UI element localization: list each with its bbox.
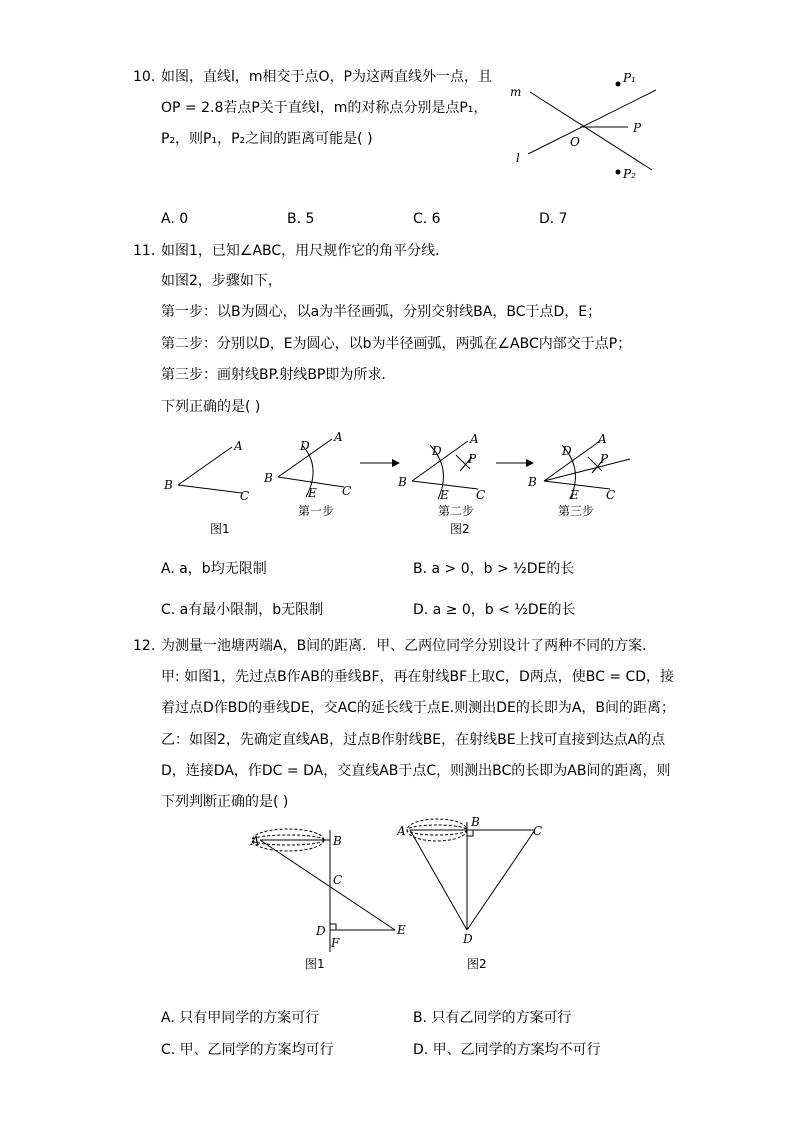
q11-option-a[interactable]: A. a，b均无限制 [161,561,267,577]
q11-step2-label-b: B [398,475,407,489]
q12-fig1-label-b: B [333,834,342,848]
q10-label-p1: P₁ [623,71,636,85]
q12-stem-line6: 下列判断正确的是( ) [161,794,289,810]
q10-number: 10. [133,69,156,85]
q12-fig2-label-b: B [471,815,480,829]
q11-step2-label-c: C [476,488,486,502]
q11-figure [160,425,640,540]
q11-stem-line6: 下列正确的是( ) [161,399,261,415]
q11-stem-line1: 如图1，已知∠ABC，用尺规作它的角平分线. [161,243,440,259]
q11-step1-label-d: D [300,439,310,453]
q11-stem-line5: 第三步：画射线BP.射线BP即为所求. [161,367,386,383]
q11-fig1-label-b: B [164,478,173,492]
q10-option-c[interactable]: C. 6 [413,211,441,227]
q11-step3-label-b: B [528,475,537,489]
q12-fig2-label-c: C [533,824,543,838]
q11-step1-label-c: C [342,484,352,498]
q11-step2-label-a: A [470,432,479,446]
q11-option-d[interactable]: D. a ≥ 0，b < ½DE的长 [413,602,576,618]
q11-step3-caption: 第三步 [558,504,595,518]
q11-step3-label-a: A [598,432,607,446]
q10-stem-line1: 如图，直线l，m相交于点O，P为这两直线外一点，且 [161,69,492,85]
q12-option-a[interactable]: A. 只有甲同学的方案可行 [161,1010,320,1026]
q11-step1-label-a: A [334,430,343,444]
q10-label-p2: P₂ [623,167,636,181]
q12-fig1-label-c: C [333,873,343,887]
q10-label-o: O [570,135,580,149]
q12-option-c[interactable]: C. 甲、乙同学的方案均可行 [161,1042,334,1058]
q12-stem-line5: D，连接DA，作DC = DA，交直线AB于点C，则测出BC的长即为AB间的距离，则 [161,763,671,779]
q11-step1-label-e: E [308,486,317,500]
q12-stem-line4: 乙：如图2，先确定直线AB，过点B作射线BE，在射线BE上找可直接到达点A的点 [161,732,666,748]
q11-step3-label-d: D [562,444,572,458]
q11-step1-label-b: B [264,471,273,485]
q12-figure [245,812,565,977]
q11-fig1-caption: 图1 [210,522,230,536]
q10-option-b[interactable]: B. 5 [287,211,315,227]
q11-step2-label-d: D [432,444,442,458]
q12-stem-line1: 为测量一池塘两端A，B间的距离．甲、乙两位同学分别设计了两种不同的方案． [161,638,657,654]
q11-option-b[interactable]: B. a > 0，b > ½DE的长 [413,561,575,577]
q10-option-d[interactable]: D. 7 [539,211,568,227]
q10-label-m: m [510,85,522,99]
q11-step2-label-e: E [440,488,449,502]
q12-fig1-label-e: E [397,923,406,937]
q11-step3-label-c: C [606,488,616,502]
q11-step3-label-p: P [600,452,609,466]
q11-stem-line2: 如图2，步骤如下， [161,273,282,289]
q12-stem-line2: 甲: 如图1，先过点B作AB的垂线BF，再在射线BF上取C，D两点，使BC = CD，接 [161,669,675,685]
q11-option-c[interactable]: C. a有最小限制，b无限制 [161,602,324,618]
q12-stem-line3: 着过点D作BD的垂线DE，交AC的延长线于点E.则测出DE的长即为A，B间的距离； [161,700,675,716]
q12-fig2-label-d: D [463,932,473,946]
q10-figure [500,62,670,192]
q11-stem-line3: 第一步：以B为圆心，以a为半径画弧，分别交射线BA，BC于点D，E； [161,304,602,320]
q11-step2-label-p: P [468,452,477,466]
q10-label-p: P [633,121,642,135]
q12-fig1-label-f: F [331,936,340,950]
q12-fig2-caption: 图2 [467,957,487,971]
q12-fig1-label-a: A [251,834,260,848]
q10-option-a[interactable]: A. 0 [161,211,189,227]
q12-fig1-caption: 图1 [305,957,325,971]
q11-step2-caption: 第二步 [438,504,475,518]
q11-number: 11. [133,243,156,259]
q11-fig1-label-a: A [234,439,243,453]
q12-option-d[interactable]: D. 甲、乙同学的方案均不可行 [413,1042,601,1058]
q10-stem-line2: OP = 2.8若点P关于直线l，m的对称点分别是点P₁， [161,100,488,116]
q12-fig1-label-d: D [316,924,326,938]
q12-fig2-label-a: A [397,824,406,838]
q10-stem-line3: P₂，则P₁，P₂之间的距离可能是( ) [161,131,373,147]
q11-step3-label-e: E [570,488,579,502]
q10-label-l: l [516,151,520,165]
q11-stem-line4: 第二步：分别以D，E为圆心，以b为半径画弧，两弧在∠ABC内部交于点P； [161,336,632,352]
q12-option-b[interactable]: B. 只有乙同学的方案可行 [413,1010,572,1026]
q11-fig2-caption: 图2 [450,522,470,536]
q11-fig1-label-c: C [240,489,250,503]
q12-number: 12. [133,638,156,654]
q11-step1-caption: 第一步 [298,504,335,518]
